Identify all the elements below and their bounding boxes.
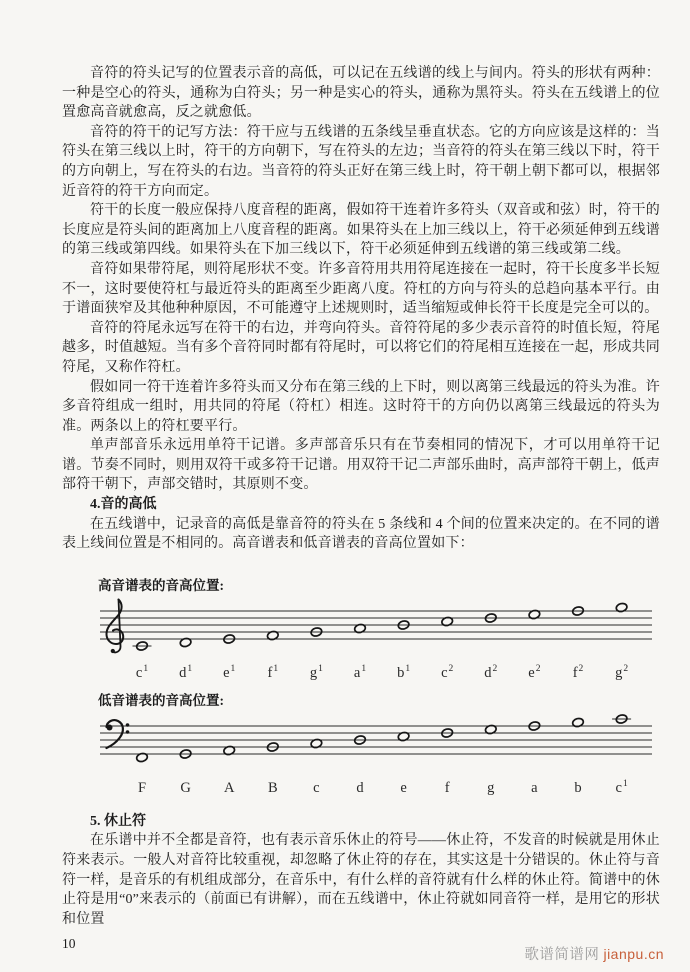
note-label: F: [137, 779, 147, 796]
paragraph: 音符的符尾永远写在符干的右边，并弯向符头。音符符尾的多少表示音符的时值长短，符尾越多，时值越短。当有多个音符同时都有符尾时，可以将它们的符尾相互连接在一起，形成共同符尾，又称作符杠。: [62, 320, 660, 375]
section-5-paragraph: 在乐谱中并不全都是音符，也有表示音乐休止的符号——休止符，不发音的时候就是用休止符来表示。一般人对音符比较重视，却忽略了休止符的存在，其实这是十分错误的。休止符与音符一样，是音乐的有机组成部分，在音乐中，有什么样的音符就有什么样的休止符。简谱中的休止符是用“0”来表示的（前面已有讲解），而在五线谱中，休止符就如同音符一样，是用它的形状和位置: [62, 833, 660, 927]
paragraph: 音符的符头记写的位置表示音的高低，可以记在五线谱的线上与间内。符头的形状有两种：一种是空心的符头，通称为白符头；另一种是实心的符头，通称为黑符头。符头在五线谱上的位置愈高音就愈高，反之就愈低。: [62, 66, 660, 121]
section-4-heading: 4.音的高低: [90, 497, 157, 513]
note-label: f: [444, 779, 450, 796]
note-label: B: [267, 779, 278, 796]
paragraph: 符干的长度一般应保持八度音程的距离，假如符干连着许多符头（双音或和弦）时，符干的长度应是符头间的距离加上八度音程的距离。如果符头在上加三线以上，符干必须延伸到五线谱的第三线或第四线。如果符头在下加三线以下，符干必须延伸到五线谱的第三线或第二线。: [62, 203, 660, 258]
note-label: $c^1$: [615, 778, 628, 796]
note-label: A: [223, 779, 235, 796]
note-label: $g^2$: [615, 663, 629, 681]
note-label: $d^2$: [484, 663, 498, 681]
note-label: $c^2$: [441, 663, 454, 681]
note-label: G: [180, 779, 191, 796]
note-label: c: [313, 779, 320, 796]
watermark-domain: jianpu.cn: [603, 946, 664, 962]
note-label: a: [531, 779, 538, 796]
watermark: [524, 943, 664, 964]
bass-staff-svg: [98, 712, 654, 800]
paragraph: 单声部音乐永远用单符干记谱。多声部音乐只有在节奏相同的情况下，才可以用单符干记谱。节奏不同时，则用双符干或多符干记谱。用双符干记二声部乐曲时，高声部符干朝上，低声部符干朝下，声部交错时，其原则不变。: [62, 438, 660, 493]
note-label: $f^1$: [267, 663, 279, 681]
note-label: d: [356, 779, 364, 796]
bass-staff-caption: 低音谱表的音高位置:: [98, 692, 224, 708]
page-number: 10: [62, 936, 76, 951]
paragraph: 音符如果带符尾，则符尾形状不变。许多音符用共用符尾连接在一起时，符干长度多半长短不一，这时要使符杠与最近符头的距离至少距离八度。符杠的方向与符头的总趋向基本平行。由于谱面狭窄及其他种种原因，不可能遵守上述规则时，适当缩短或伸长符干长度是完全可以的。: [62, 261, 660, 317]
paragraph-block: [62, 64, 660, 495]
bass-clef-icon: [107, 720, 130, 748]
note-label: $a^1$: [353, 663, 367, 681]
treble-staff-caption: 高音谱表的音高位置:: [98, 577, 224, 593]
paragraph: 假如同一符干连着许多符头而又分布在第三线的上下时，则以离第三线最远的符头为准。许多音符组成一组时，用共同的符尾（符杠）相连。这时符干的方向仍以离第三线最远的符头为准。两条以上的符杠要平行。: [62, 379, 660, 434]
note-label: $d^1$: [179, 663, 193, 681]
section-4-paragraph: 在五线谱中，记录音的高低是靠音符的符头在 5 条线和 4 个间的位置来决定的。在不同的谱表上线间位置是不相同的。高音谱表和低音谱表的音高位置如下：: [62, 516, 660, 552]
paragraph: 音符的符干的记写方法：符干应与五线谱的五条线呈垂直状态。它的方向应该是这样的：当符头在第三线以上时，符干的方向朝下，写在符头的左边；当音符的符头在第三线以下时，符干的方向朝上，写在符头的右边。当音符的符头正好在第三线上时，符干朝上朝下都可以，根据邻近音符的符干方向而定。: [62, 124, 660, 199]
section-5-heading: 5. 休止符: [90, 813, 146, 829]
watermark-site: 歌谱简谱网: [524, 947, 604, 963]
bass-staff-figure: [98, 712, 660, 800]
note-label: $e^1$: [223, 663, 236, 681]
note-label: $g^1$: [309, 663, 323, 681]
note-label: $b^1$: [397, 663, 411, 681]
treble-staff-svg: [98, 597, 654, 685]
note-label: $f^2$: [572, 663, 584, 681]
note-label: b: [574, 779, 582, 796]
note-label: $c^1$: [135, 663, 149, 681]
note-label: g: [487, 779, 495, 796]
note-label: e: [400, 779, 407, 796]
treble-staff-figure: [98, 597, 660, 685]
note-label: $e^2$: [528, 663, 541, 681]
treble-clef-icon: [107, 599, 124, 653]
